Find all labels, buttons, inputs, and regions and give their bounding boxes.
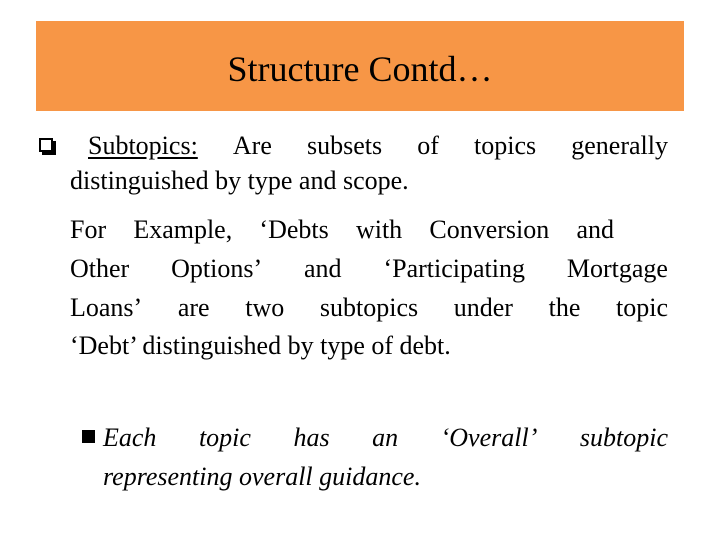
example-word: Example, [133, 215, 233, 244]
example-word: For [70, 215, 107, 244]
bullet-word: of [417, 131, 439, 160]
example-line-2 [70, 251, 668, 286]
bullet-word: Are [232, 131, 272, 160]
bullet-word: subsets [307, 131, 383, 160]
example-word: the [548, 293, 581, 322]
bullet-word: generally [571, 131, 668, 160]
example-word: are [177, 293, 210, 322]
example-word: ‘Participating [383, 254, 525, 283]
sub-bullet-word: subtopic [579, 423, 668, 452]
example-word: Conversion [429, 215, 550, 244]
bullet-first-line [88, 128, 668, 163]
example-word: Options’ [171, 254, 263, 283]
example-word: topic [616, 293, 668, 322]
example-last-line: ‘Debt’ distinguished by type of debt. [70, 331, 451, 360]
hollow-square-bullet-icon [39, 138, 53, 152]
bullet-second-line: distinguished by type and scope. [70, 166, 409, 195]
sub-bullet-word: topic [198, 423, 251, 452]
example-word: subtopics [319, 293, 419, 322]
title-band [36, 21, 684, 111]
example-word: and [304, 254, 342, 283]
slide-title: Structure Contd… [227, 49, 493, 89]
example-word: with [355, 215, 403, 244]
sub-bullet-word: an [372, 423, 399, 452]
sub-bullet-word: Each [103, 423, 157, 452]
sub-bullet-second-line: representing overall guidance. [103, 462, 421, 491]
bullet-word: topics [474, 131, 537, 160]
subtopics-label: Subtopics: [88, 131, 198, 160]
example-word: Mortgage [566, 254, 668, 283]
sub-bullet-first-line [103, 420, 668, 455]
example-word: and [576, 215, 614, 244]
example-word: ‘Debts [259, 215, 329, 244]
sub-bullet-word: ‘Overall’ [440, 423, 538, 452]
example-word: under [453, 293, 513, 322]
example-line-3 [70, 290, 668, 325]
sub-bullet-word: has [293, 423, 330, 452]
example-word: Loans’ [70, 293, 143, 322]
filled-square-bullet-icon [82, 430, 95, 443]
example-line-1 [70, 212, 614, 247]
example-word: Other [70, 254, 130, 283]
example-word: two [245, 293, 285, 322]
